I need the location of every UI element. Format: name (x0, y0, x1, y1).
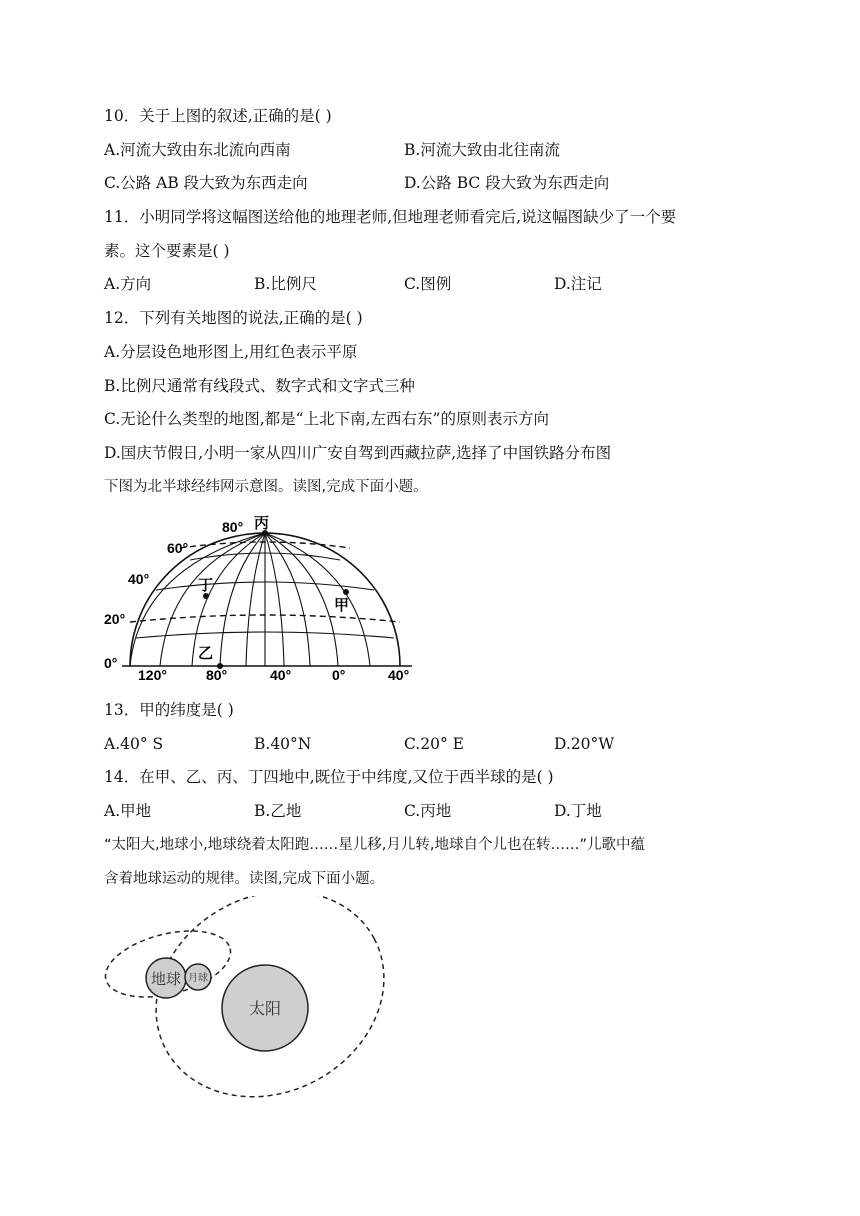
grid-map-intro: 下图为北半球经纬网示意图。读图,完成下面小题。 (104, 479, 428, 495)
lon-label-0: 0° (332, 667, 346, 683)
q12-option-c: C.无论什么类型的地图,都是“上北下南,左西右东”的原则表示方向 (104, 410, 549, 428)
lat-label-60: 60° (167, 540, 189, 556)
lon-label-80: 80° (206, 667, 228, 683)
song-intro-line2: 含着地球运动的规律。读图,完成下面小题。 (104, 871, 385, 887)
point-jia (343, 589, 349, 595)
q10-option-d: D.公路 BC 段大致为东西走向 (404, 174, 610, 192)
lat-label-20: 20° (104, 611, 126, 627)
lat-label-0: 0° (104, 655, 118, 671)
q13-option-b: B.40°N (254, 735, 312, 753)
lat-label-80: 80° (222, 519, 244, 535)
label-ding: 丁 (198, 577, 214, 594)
lon-label-40w: 40° (270, 667, 292, 683)
lon-label-40e: 40° (388, 667, 410, 683)
label-bing: 丙 (254, 515, 270, 532)
moon-label: 月球 (188, 973, 208, 984)
sun-label: 太阳 (248, 1001, 282, 1018)
q14-option-d: D.丁地 (554, 802, 602, 820)
q14-option-b: B.乙地 (254, 802, 302, 820)
song-intro-line1: “太阳大,地球小,地球绕着太阳跑……星儿移,月儿转,地球自个儿也在转……”儿歌中蕴 (104, 837, 645, 853)
q12-option-d: D.国庆节假日,小明一家从四川广安自驾到西藏拉萨,选择了中国铁路分布图 (104, 444, 612, 462)
q12-option-a: A.分层设色地形图上,用红色表示平原 (104, 343, 358, 361)
q11-option-b: B.比例尺 (254, 275, 317, 293)
q12-option-b: B.比例尺通常有线段式、数字式和文字式三种 (104, 377, 415, 395)
lat-label-40: 40° (128, 571, 150, 587)
q14-stem: 14．在甲、乙、丙、丁四地中,既位于中纬度,又位于西半球的是( ) (104, 768, 554, 786)
q13-stem: 13．甲的纬度是( ) (104, 701, 234, 719)
label-jia: 甲 (334, 597, 350, 614)
earth-label: 地球 (150, 971, 182, 988)
q11-option-a: A.方向 (104, 275, 152, 293)
q10-option-b: B.河流大致由北往南流 (404, 141, 560, 159)
q13-option-c: C.20° E (404, 735, 464, 753)
q13-option-a: A.40° S (104, 735, 164, 753)
q10-stem: 10．关于上图的叙述,正确的是( ) (104, 107, 332, 125)
q14-option-a: A.甲地 (104, 802, 152, 820)
q11-option-c: C.图例 (404, 275, 452, 293)
q11-stem-line2: 素。这个要素是( ) (104, 242, 230, 260)
lat-long-grid-figure (100, 508, 430, 688)
q14-option-c: C.丙地 (404, 802, 452, 820)
orbit-diagram (100, 896, 400, 1100)
q10-option-c: C.公路 AB 段大致为东西走向 (104, 174, 308, 192)
q10-option-a: A.河流大致由东北流向西南 (104, 141, 291, 159)
q12-stem: 12．下列有关地图的说法,正确的是( ) (104, 309, 363, 327)
q11-option-d: D.注记 (554, 275, 602, 293)
q11-stem-line1: 11．小明同学将这幅图送给他的地理老师,但地理老师看完后,说这幅图缺少了一个要 (104, 208, 677, 226)
lon-label-120: 120° (138, 667, 167, 683)
label-yi: 乙 (198, 645, 214, 662)
q13-option-d: D.20°W (554, 735, 615, 753)
